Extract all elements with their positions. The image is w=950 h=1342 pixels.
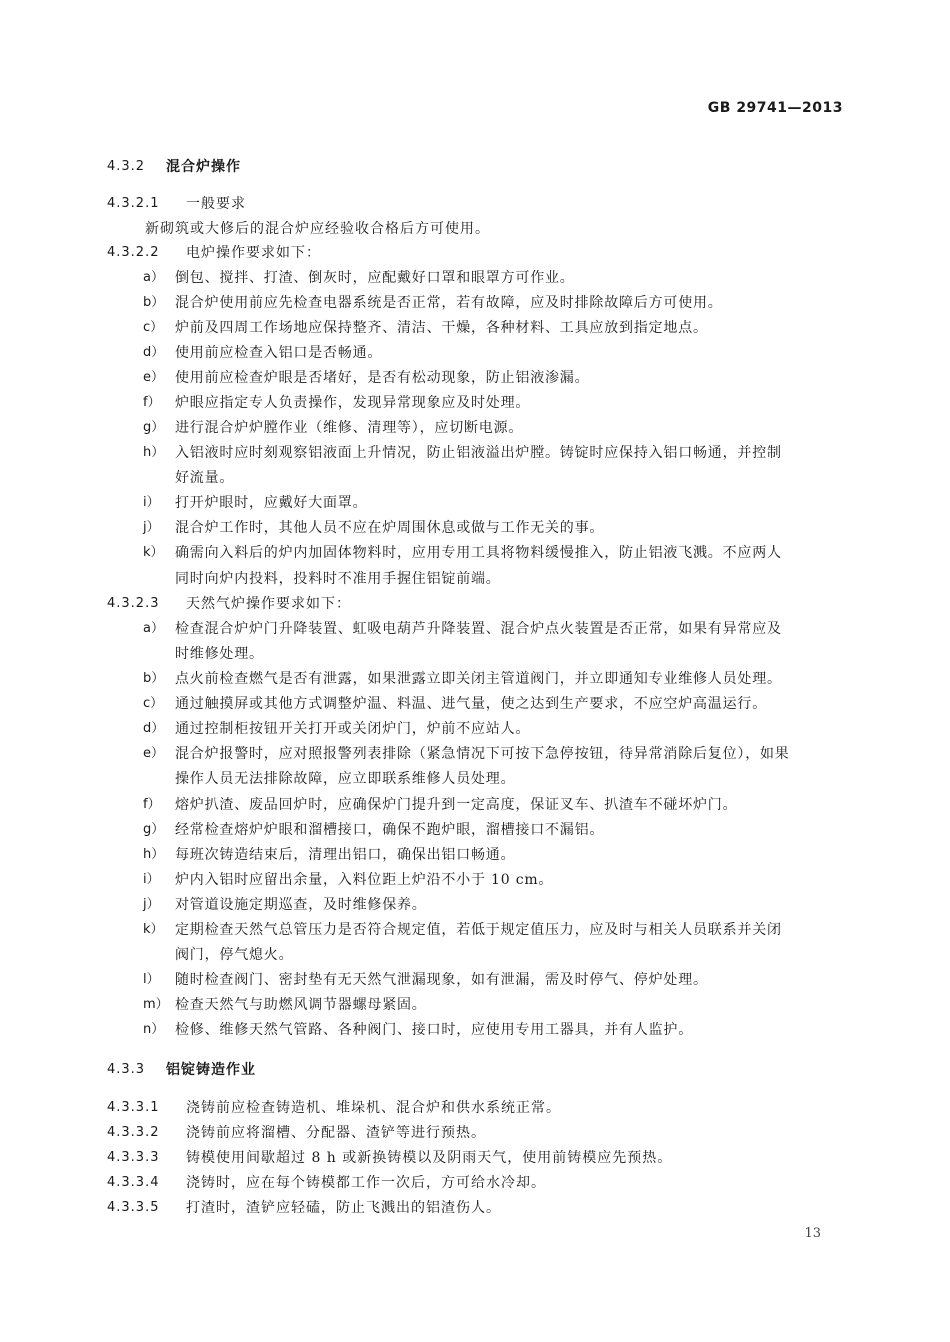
item-text: 点火前检查燃气是否有泄露，如果泄露立即关闭主管道阀门，并立即通知专业维修人员处理。 bbox=[175, 671, 782, 687]
item-text: 阀门，停气熄火。 bbox=[175, 947, 294, 963]
item-marker: k） bbox=[143, 545, 164, 560]
clause-text: 浇铸前应将溜槽、分配器、渣铲等进行预热。 bbox=[186, 1125, 486, 1141]
item-marker: a） bbox=[143, 621, 164, 636]
clause-text: 打渣时，渣铲应轻磕，防止飞溅出的铝渣伤人。 bbox=[186, 1200, 501, 1216]
clause-number: 4.3.2.1 bbox=[107, 196, 160, 211]
standard-code: GB 29741—2013 bbox=[707, 100, 843, 116]
item-marker: g） bbox=[143, 420, 165, 435]
item-text: 同时向炉内投料，投料时不准用手握住铝锭前端。 bbox=[175, 571, 501, 587]
item-text: 使用前应检查炉眼是否堵好，是否有松动现象，防止铝液渗漏。 bbox=[175, 370, 590, 386]
item-text: 确需向入料后的炉内加固体物料时，应用专用工具将物料缓慢推入，防止铝液飞溅。不应两人 bbox=[175, 545, 782, 561]
clause-number: 4.3.3.1 bbox=[107, 1100, 160, 1115]
item-text: 检查天然气与助燃风调节器螺母紧固。 bbox=[175, 997, 427, 1013]
clause-number: 4.3.3.2 bbox=[107, 1125, 160, 1140]
item-text: 熔炉扒渣、废品回炉时，应确保炉门提升到一定高度，保证叉车、扒渣车不碰坏炉门。 bbox=[175, 797, 738, 813]
clause-number: 4.3.2.3 bbox=[107, 596, 160, 611]
item-text: 炉内入铝时应留出余量，入料位距上炉沿不小于 10 cm。 bbox=[175, 872, 554, 888]
clause-number: 4.3.3.4 bbox=[107, 1175, 160, 1190]
clause-text: 铸模使用间歇超过 8 h 或新换铸模以及阴雨天气，使用前铸模应先预热。 bbox=[186, 1150, 673, 1166]
item-marker: l） bbox=[143, 972, 160, 987]
clause-text: 浇铸前应检查铸造机、堆垛机、混合炉和供水系统正常。 bbox=[186, 1100, 561, 1116]
item-marker: c） bbox=[143, 696, 164, 711]
item-text: 打开炉眼时，应戴好大面罩。 bbox=[175, 495, 368, 511]
clause-number: 4.3.2.2 bbox=[107, 245, 160, 260]
item-text: 经常检查熔炉炉眼和溜槽接口，确保不跑炉眼，溜槽接口不漏铝。 bbox=[175, 822, 605, 838]
clause-text: 浇铸时，应在每个铸模都工作一次后，方可给水冷却。 bbox=[186, 1175, 546, 1191]
item-marker: n） bbox=[143, 1022, 165, 1037]
item-text: 检查混合炉炉门升降装置、虹吸电葫芦升降装置、混合炉点火装置是否正常，如果有异常应及 bbox=[175, 621, 782, 637]
section-number: 4.3.3 bbox=[107, 1062, 146, 1077]
item-marker: d） bbox=[143, 345, 165, 360]
section-number: 4.3.2 bbox=[107, 159, 146, 174]
item-text: 对管道设施定期巡查，及时维修保养。 bbox=[175, 897, 427, 913]
item-text: 好流量。 bbox=[175, 470, 235, 486]
item-text: 时维修处理。 bbox=[175, 646, 264, 662]
item-marker: f） bbox=[143, 395, 161, 410]
item-marker: j） bbox=[143, 897, 160, 912]
item-marker: k） bbox=[143, 922, 164, 937]
item-text: 使用前应检查入铝口是否畅通。 bbox=[175, 345, 383, 361]
item-marker: i） bbox=[143, 495, 160, 510]
item-text: 通过触摸屏或其他方式调整炉温、料温、进气量，使之达到生产要求，不应空炉高温运行。 bbox=[175, 696, 767, 712]
section-title: 混合炉操作 bbox=[166, 159, 241, 175]
item-text: 混合炉报警时，应对照报警列表排除（紧急情况下可按下急停按钮，待异常消除后复位），如果 bbox=[175, 746, 790, 762]
item-marker: b） bbox=[143, 671, 165, 686]
item-marker: j） bbox=[143, 520, 160, 535]
item-marker: d） bbox=[143, 721, 165, 736]
item-marker: e） bbox=[143, 746, 164, 761]
clause-title: 电炉操作要求如下： bbox=[186, 245, 321, 261]
item-marker: f） bbox=[143, 797, 161, 812]
item-text: 倒包、搅拌、打渣、倒灰时，应配戴好口罩和眼罩方可作业。 bbox=[175, 270, 575, 286]
item-text: 操作人员无法排除故障，应立即联系维修人员处理。 bbox=[175, 771, 516, 787]
item-marker: m） bbox=[143, 997, 169, 1012]
clause-number: 4.3.3.5 bbox=[107, 1200, 160, 1215]
item-text: 随时检查阀门、密封垫有无天然气泄漏现象，如有泄漏，需及时停气、停炉处理。 bbox=[175, 972, 708, 988]
clause-title: 天然气炉操作要求如下： bbox=[186, 596, 351, 612]
item-marker: i） bbox=[143, 872, 160, 887]
item-text: 混合炉使用前应先检查电器系统是否正常，若有故障，应及时排除故障后方可使用。 bbox=[175, 295, 723, 311]
item-marker: g） bbox=[143, 822, 165, 837]
item-text: 进行混合炉炉膛作业（维修、清理等），应切断电源。 bbox=[175, 420, 524, 436]
item-text: 检修、维修天然气管路、各种阀门、接口时，应使用专用工器具，并有人监护。 bbox=[175, 1022, 693, 1038]
item-text: 入铝液时应时刻观察铝液面上升情况，防止铝液溢出炉膛。铸锭时应保持入铝口畅通，并控制 bbox=[175, 445, 782, 461]
item-marker: h） bbox=[143, 847, 165, 862]
item-text: 定期检查天然气总管压力是否符合规定值，若低于规定值压力，应及时与相关人员联系并关闭 bbox=[175, 922, 782, 938]
item-marker: c） bbox=[143, 320, 164, 335]
item-text: 炉前及四周工作场地应保持整齐、清洁、干燥，各种材料、工具应放到指定地点。 bbox=[175, 320, 708, 336]
paragraph-text: 新砌筑或大修后的混合炉应经验收合格后方可使用。 bbox=[145, 221, 490, 237]
page-number: 13 bbox=[804, 1226, 821, 1241]
item-text: 每班次铸造结束后，清理出铝口，确保出铝口畅通。 bbox=[175, 847, 516, 863]
item-text: 通过控制柜按钮开关打开或关闭炉门，炉前不应站人。 bbox=[175, 721, 531, 737]
item-text: 炉眼应指定专人负责操作，发现异常现象应及时处理。 bbox=[175, 395, 531, 411]
item-marker: h） bbox=[143, 445, 165, 460]
item-text: 混合炉工作时，其他人员不应在炉周围休息或做与工作无关的事。 bbox=[175, 520, 605, 536]
item-marker: b） bbox=[143, 295, 165, 310]
section-title: 铝锭铸造作业 bbox=[166, 1062, 256, 1078]
item-marker: e） bbox=[143, 370, 164, 385]
item-marker: a） bbox=[143, 270, 164, 285]
clause-title: 一般要求 bbox=[186, 196, 246, 212]
clause-number: 4.3.3.3 bbox=[107, 1150, 160, 1165]
